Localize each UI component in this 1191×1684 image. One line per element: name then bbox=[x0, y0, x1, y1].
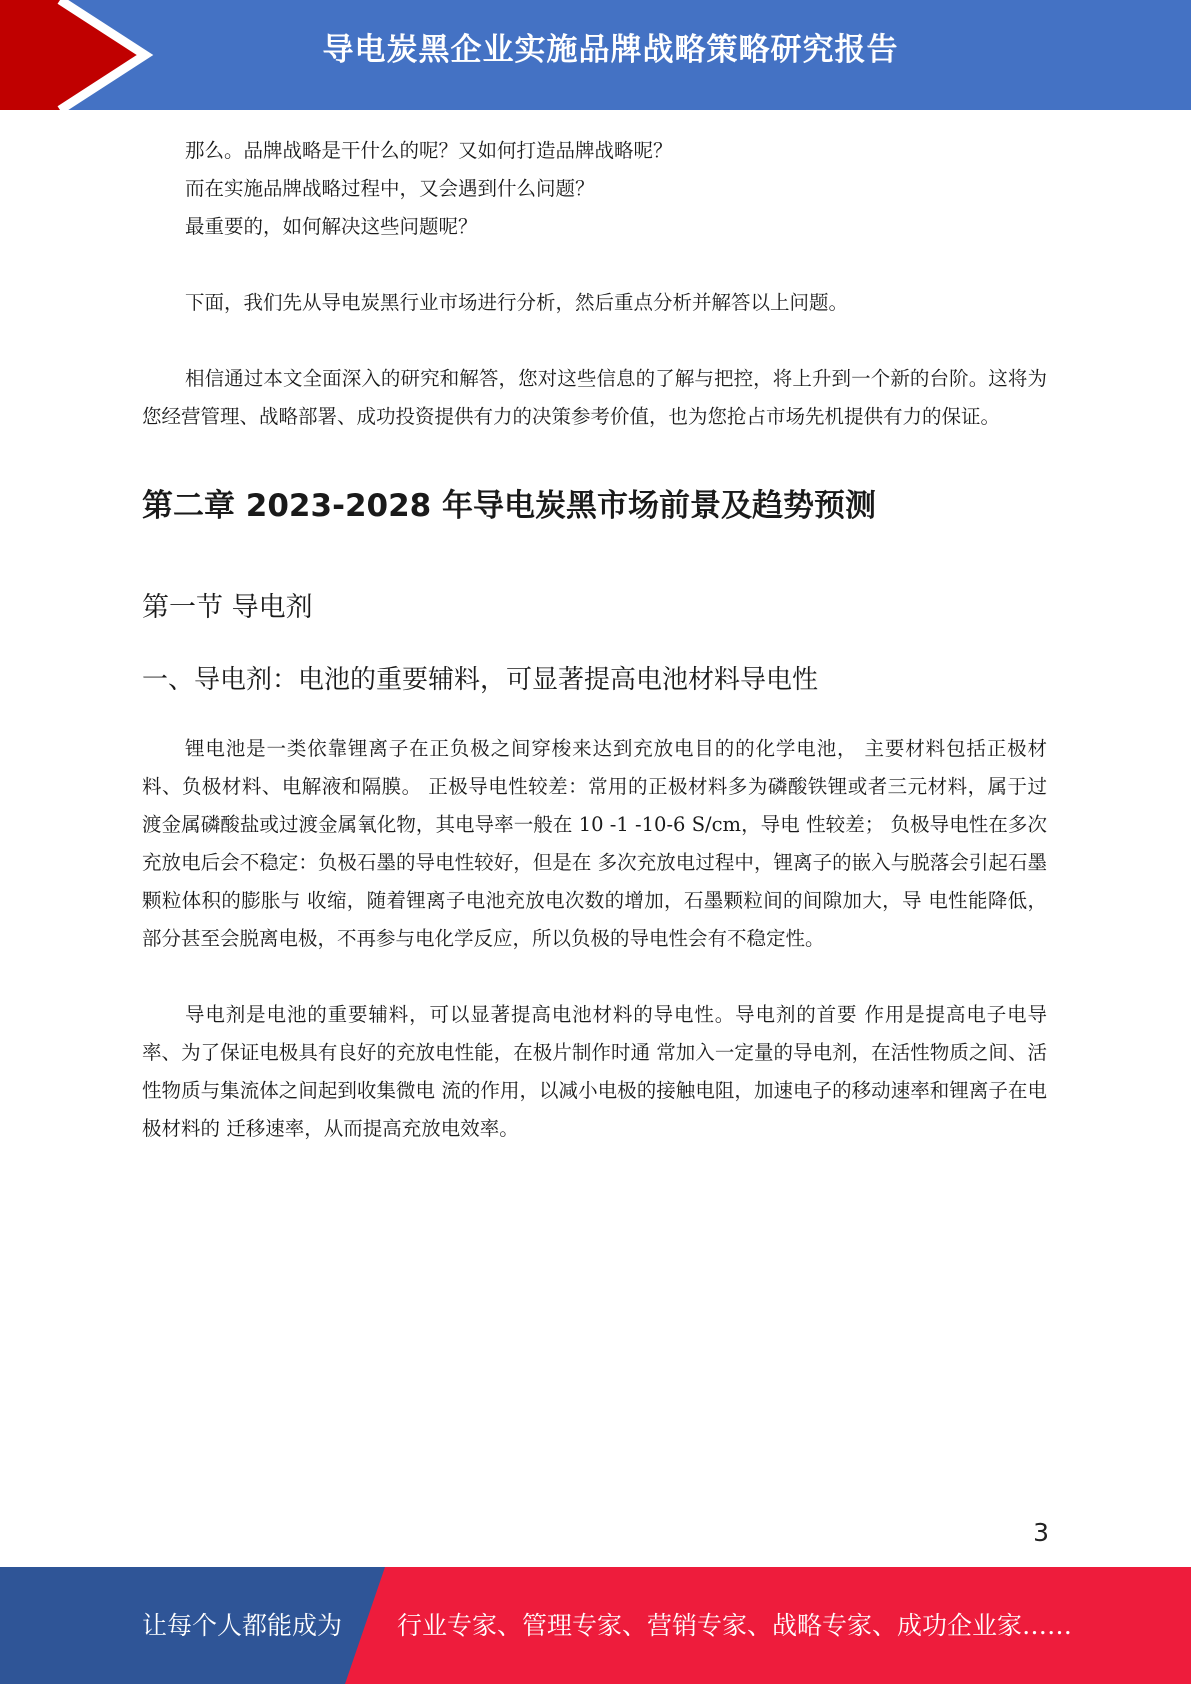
intro-question-1: 那么。品牌战略是干什么的呢？又如何打造品牌战略呢？ bbox=[185, 139, 673, 162]
subsection-heading: 一、导电剂：电池的重要辅料，可显著提高电池材料导电性 bbox=[142, 665, 819, 695]
intro-paragraph-1: 下面，我们先从导电炭黑行业市场进行分析，然后重点分析并解答以上问题。 bbox=[185, 291, 849, 314]
page-footer bbox=[0, 1567, 1191, 1684]
page-number: 3 bbox=[1033, 1518, 1049, 1547]
section-heading: 第一节 导电剂 bbox=[142, 592, 313, 623]
report-title: 导电炭黑企业实施品牌战略策略研究报告 bbox=[322, 32, 899, 68]
intro-question-3: 最重要的，如何解决这些问题呢？ bbox=[185, 215, 478, 238]
intro-question-2: 而在实施品牌战略过程中，又会遇到什么问题？ bbox=[185, 177, 595, 200]
body-paragraph-2: 导电剂是电池的重要辅料，可以显著提高电池材料的导电性。导电剂的首要 作用是提高电子电导率、为了保证电极具有良好的充放电性能，在极片制作时通 常加入一定量的导电剂，在活性物质之间、活性物质与集流体之间起到收集微电 流的作用，以减小电极的接触电阻，加速电子的移动速率和锂离子在电极材料的 迁移速率，从而提高充放电效率。 bbox=[142, 1003, 1047, 1140]
footer-slogan-left: 让每个人都能成为 bbox=[142, 1611, 343, 1640]
intro-paragraph-2: 相信通过本文全面深入的研究和解答，您对这些信息的了解与把控，将上升到一个新的台阶。这将为您经营管理、战略部署、成功投资提供有力的决策参考价值，也为您抢占市场先机提供有力的保证。 bbox=[142, 367, 1047, 428]
page-content bbox=[142, 132, 1047, 1148]
chapter-heading: 第二章 2023-2028 年导电炭黑市场前景及趋势预测 bbox=[142, 488, 877, 524]
footer-slogan-right: 行业专家、管理专家、营销专家、战略专家、成功企业家…… bbox=[397, 1611, 1073, 1640]
page-header bbox=[0, 0, 1191, 110]
body-paragraph-1: 锂电池是一类依靠锂离子在正负极之间穿梭来达到充放电目的的化学电池， 主要材料包括正极材料、负极材料、电解液和隔膜。 正极导电性较差：常用的正极材料多为磷酸铁锂或者三元材料，属于过 渡金属磷酸盐或过渡金属氧化物，其电导率一般在 10 -1 -10-6 S/cm，导电 性较差； 负极导电性在多次充放电后会不稳定：负极石墨的导电性较好，但是在 多次充放电过程中，锂离子的嵌入与脱落会引起石墨颗粒体积的膨胀与 收缩，随着锂离子电池充放电次数的增加，石墨颗粒间的间隙加大，导 电性能降低，部分甚至会脱离电极，不再参与电化学反应，所以负极的导电性会有不稳定性。 bbox=[142, 737, 1047, 950]
